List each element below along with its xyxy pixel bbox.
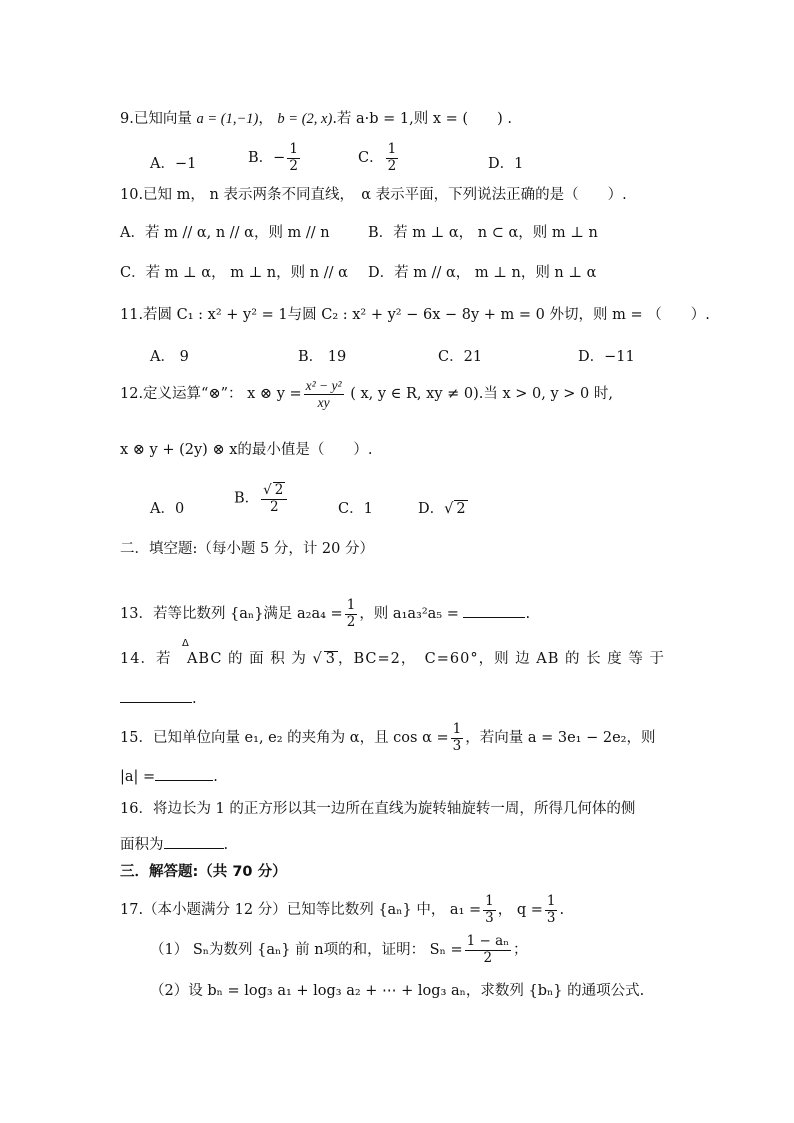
q17-p1-num: 1 − aₙ [466, 933, 510, 949]
q9-option-c-label: C． [358, 150, 384, 167]
q14 [120, 651, 665, 667]
q14-radicand: 3 [325, 651, 336, 667]
q9-option-c [358, 142, 400, 174]
q15-num: 1 [452, 721, 462, 737]
q12-option-d-radicand: 2 [456, 501, 466, 517]
q16-answer-blank[interactable] [164, 834, 224, 849]
q9-option-a: A．−1 [150, 156, 197, 172]
q13-den: 2 [346, 613, 356, 630]
q10-option-c: C．若 m ⊥ α， m ⊥ n，则 n // α [120, 265, 348, 281]
q17-p1-den: 2 [483, 949, 493, 966]
q10-option-b: B．若 m ⊥ α， n ⊂ α，则 m ⊥ n [368, 225, 598, 241]
q17 [120, 894, 564, 926]
q17-p1-fraction [465, 934, 511, 966]
q12-stem-a: 12.定义运算“⊗”： x ⊗ y = [120, 386, 302, 403]
q12-option-c: C．1 [338, 501, 373, 517]
q9-option-b-den: 2 [289, 157, 298, 174]
q17-b: ， q = [497, 902, 543, 919]
q12-option-b-radicand: 2 [274, 482, 284, 498]
q14-a: 14．若 [120, 651, 172, 667]
q17-num-2: 1 [546, 893, 556, 909]
q12-option-d [418, 497, 468, 518]
q17-p1a: （1） Sₙ为数列 {aₙ} 前 n项的和，证明： Sₙ = [150, 942, 463, 959]
q12-stem [120, 378, 613, 410]
sqrt-icon: √ [263, 482, 272, 498]
q15-fraction [451, 722, 464, 754]
q14-b: ABC 的 面 积 为 [186, 651, 307, 667]
q12-option-b [234, 482, 289, 515]
q9-option-c-fraction [386, 142, 399, 174]
q13 [120, 598, 530, 630]
q12-option-a: A．0 [150, 501, 185, 517]
q9-label: 9.已知向量 [120, 111, 192, 127]
q17-p1-end: ； [513, 942, 528, 959]
q13-fraction [345, 598, 358, 630]
q9-option-b-label: B．− [248, 150, 286, 167]
q10-option-d: D．若 m // α， m ⊥ n，则 n ⊥ α [368, 265, 597, 281]
q12-option-b-fraction [261, 482, 287, 515]
q17-den-2: 3 [546, 909, 556, 926]
q9-stem: 9.已知向量 a = (1,−1)， b = (2, x).若 a·b = 1,则 x = ( ) . [120, 111, 512, 127]
q12-option-d-label: D． [418, 501, 445, 517]
q14-c: ，BC=2， C=60°，则 边 AB 的 长 度 等 于 [337, 651, 665, 667]
q9-option-b [248, 142, 302, 174]
q11-option-b: B． 19 [298, 349, 347, 365]
q12-stem-b: ( x, y ∈ R, xy ≠ 0).当 x > 0, y > 0 时, [350, 386, 613, 403]
q9-option-c-den: 2 [387, 157, 397, 174]
q14-end: . [192, 691, 197, 707]
q17-a: 17.（本小题满分 12 分）已知等比数列 {aₙ} 中， a₁ = [120, 902, 482, 919]
q15 [120, 722, 655, 754]
q9-option-b-num: 1 [289, 141, 298, 157]
q15-end: . [213, 769, 218, 785]
q15-c: |a| = [120, 769, 156, 785]
q17-part-2: （2）设 bₙ = log₃ a₁ + log₃ a₂ + ⋯ + log₃ aₙ，求数列 {bₙ} 的通项公式. [150, 983, 645, 999]
q9-condition: .若 a·b = 1,则 x = ( ) . [332, 111, 512, 127]
q12-den: xy [317, 394, 330, 410]
q12-fraction [304, 378, 344, 410]
q13-end: . [525, 606, 531, 623]
q10-option-a: A．若 m // α, n // α，则 m // n [120, 225, 330, 241]
q17-end: . [559, 902, 565, 919]
section-2-title: 二．填空题:（每小题 5 分，计 20 分） [120, 541, 374, 557]
q12-option-b-num [261, 482, 287, 500]
q11-option-d: D．−11 [578, 349, 635, 365]
q16-b: 面积为 [120, 837, 164, 853]
q17-fraction-2 [545, 894, 558, 926]
q12-num: x² − y² [305, 378, 342, 393]
q9-vector-a: a = (1,−1) [196, 111, 259, 127]
q9-option-d: D．1 [488, 156, 524, 172]
triangle-icon: Δ [182, 638, 189, 649]
q9-vector-b: b = (2, x) [277, 111, 333, 127]
q11-option-c: C．21 [438, 349, 483, 365]
q13-a: 13．若等比数列 {aₙ}满足 a₂a₄ = [120, 606, 343, 623]
q9-option-b-fraction [287, 142, 300, 174]
q17-fraction-1 [483, 894, 496, 926]
q12-option-b-den: 2 [269, 498, 279, 515]
sqrt-icon: √ [312, 651, 323, 667]
q15-a: 15．已知单位向量 e₁, e₂ 的夹角为 α，且 cos α = [120, 730, 449, 747]
q13-b: ，则 a₁a₃²a₅ = [359, 606, 459, 623]
q13-num: 1 [346, 597, 356, 613]
q11-option-a: A． 9 [150, 349, 189, 365]
q11-stem: 11.若圆 C₁ : x² + y² = 1与圆 C₂ : x² + y² − 6x − 8y + m = 0 外切，则 m = （ ）. [120, 307, 710, 323]
q12-option-b-label: B． [234, 490, 260, 507]
q13-answer-blank[interactable] [463, 603, 525, 618]
q17-num-1: 1 [485, 893, 494, 909]
q16-end: . [223, 837, 229, 853]
q15-answer-line [120, 766, 218, 785]
q15-den: 3 [452, 737, 462, 754]
q14-answer-line [120, 688, 197, 707]
q14-answer-blank[interactable] [120, 688, 192, 703]
sqrt-icon: √ [444, 501, 454, 517]
section-3-title: 三．解答题:（共 70 分） [120, 864, 287, 880]
q16-line2 [120, 834, 228, 853]
q12-line2: x ⊗ y + (2y) ⊗ x的最小值是（ ）. [120, 442, 373, 458]
q17-den-1: 3 [485, 909, 494, 926]
q15-b: ，若向量 a = 3e₁ − 2e₂，则 [465, 730, 656, 747]
q15-answer-blank[interactable] [155, 766, 213, 781]
q16-line1: 16．将边长为 1 的正方形以其一边所在直线为旋转轴旋转一周，所得几何体的侧 [120, 801, 636, 817]
q10-stem: 10.已知 m， n 表示两条不同直线， α 表示平面，下列说法正确的是（ ）. [120, 187, 627, 203]
q17-part-1 [150, 934, 528, 966]
q9-option-c-num: 1 [387, 141, 397, 157]
